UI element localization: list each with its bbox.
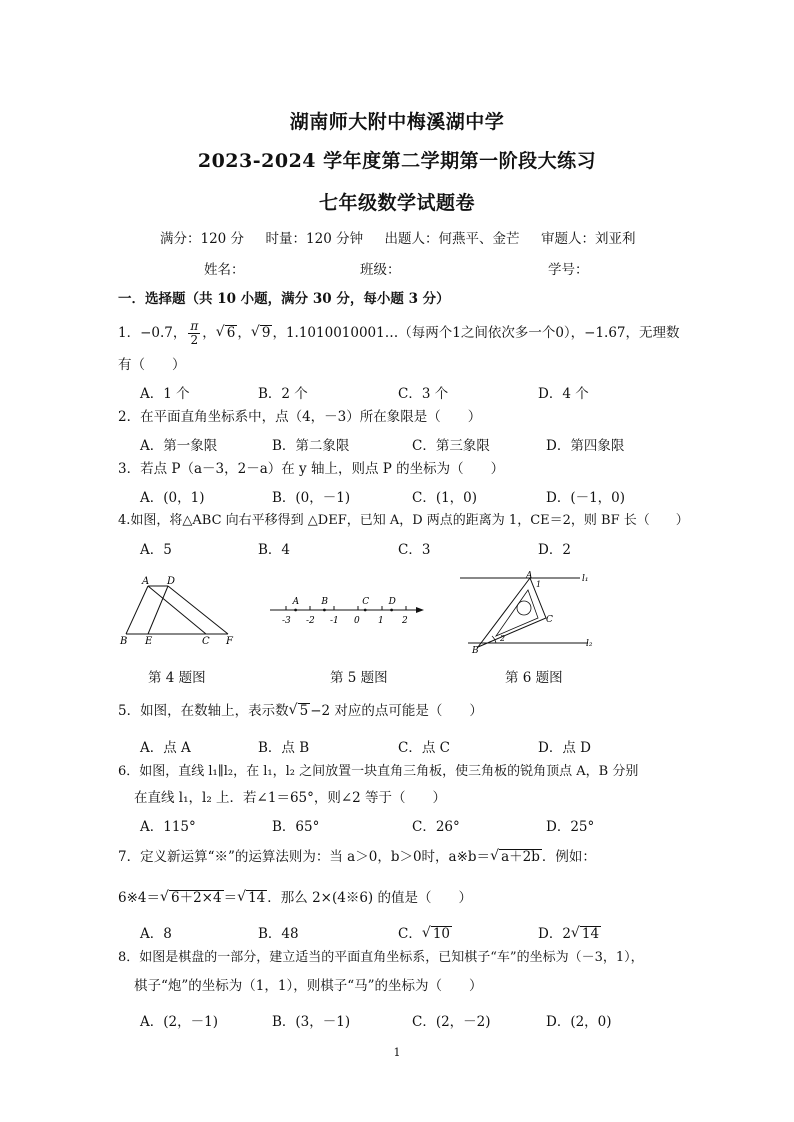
q4-option-b: B．4 <box>258 542 291 558</box>
figure-6-triangle <box>458 570 598 656</box>
fig6-caption: 第 6 题图 <box>505 670 563 686</box>
question-4: 4.如图，将△ABC 向右平移得到 △DEF，已知 A，D 两点的距离为 1，CE＝2，则 BF 长（ ） <box>118 513 689 528</box>
q6-option-d: D．25° <box>546 819 595 835</box>
q8-option-a: A．(2，－1) <box>140 1014 218 1030</box>
fig6-hole <box>517 601 531 615</box>
fig5-point-d <box>390 609 393 612</box>
fig4-label-e: E <box>145 636 153 646</box>
q1-sqrt6-radicand: 6 <box>226 325 236 341</box>
fig5-tick-label: -1 <box>330 616 339 626</box>
page-number: 1 <box>393 1046 401 1059</box>
q1-option-a: A．1 个 <box>140 386 190 402</box>
q1-rest: ，1.1010010001…（每两个1之间依次多一个0），−1.67，无理数 <box>272 325 680 341</box>
fig5-tick-label: 1 <box>378 616 384 626</box>
fig6-angle-1-label: 1 <box>536 580 542 589</box>
fig4-caption: 第 4 题图 <box>148 670 206 686</box>
q1-fraction <box>188 320 200 347</box>
fig6-label-c: C <box>546 615 553 625</box>
q1-sqrt6 <box>216 324 238 342</box>
q8-option-d: D．(2，0) <box>546 1014 612 1030</box>
q7-ex-post: ．那么 2×(4※6) 的值是（ ） <box>267 890 472 906</box>
question-7-line-1 <box>118 848 596 866</box>
fig5-tick-label: -3 <box>282 616 291 626</box>
q1-option-b: B．2 个 <box>258 386 308 402</box>
question-6-line-2: 在直线 l₁，l₂ 上．若∠1＝65°，则∠2 等于（ ） <box>134 790 447 806</box>
fig6-inner-triangle <box>496 590 538 636</box>
q6-option-b: B．65° <box>272 819 320 835</box>
q7-sqrt14 <box>237 889 267 907</box>
fig5-point-label-d: D <box>388 597 396 607</box>
q7-option-c-radicand: 10 <box>432 926 451 942</box>
q3-option-b: B．(0，－1) <box>272 490 351 506</box>
q1-frac-num: π <box>190 319 199 333</box>
fig5-point-c <box>364 609 367 612</box>
fig5-points <box>292 597 396 611</box>
school-title: 湖南师大附中梅溪湖中学 <box>289 111 505 133</box>
question-1-line-2: 有（ ） <box>118 357 186 373</box>
fig5-point-a <box>294 609 297 612</box>
q5-option-b: B．点 B <box>258 740 310 756</box>
q7-option-d-sqrt <box>571 926 601 942</box>
q7-sqrt14-radicand: 14 <box>248 890 266 906</box>
question-8-line-2: 棋子“炮”的坐标为（1，1），则棋子“马”的坐标为（ ） <box>134 978 483 994</box>
fig5-arrow <box>416 607 424 613</box>
q1-sqrt9 <box>251 324 273 342</box>
q5-option-c: C．点 C <box>398 740 450 756</box>
q7-option-b: B．48 <box>258 926 299 942</box>
question-3: 3．若点 P（a－3，2－a）在 y 轴上，则点 P 的坐标为（ ） <box>118 461 505 477</box>
q5-pre: 5．如图，在数轴上，表示数 <box>118 703 289 719</box>
q7-sqrt-example-radicand: 6＋2×4 <box>171 890 222 906</box>
question-2: 2．在平面直角坐标系中，点（4，－3）所在象限是（ ） <box>118 409 482 425</box>
fig5-point-label-c: C <box>362 597 370 607</box>
fig4-edge-ab <box>126 586 148 634</box>
fig6-label-b: B <box>472 646 479 656</box>
q7-option-c <box>398 922 452 942</box>
q1-frac-den: 2 <box>190 333 199 347</box>
q7-sqrt-example <box>160 889 224 907</box>
q3-option-d: D．(－1，0) <box>546 490 626 506</box>
q4-option-a: A．5 <box>140 542 172 558</box>
q7-option-c-label: C． <box>398 926 422 942</box>
q7-option-d-radicand: 14 <box>581 926 600 942</box>
fig5-tick-label: -2 <box>306 616 315 626</box>
q3-option-c: C．(1，0) <box>412 490 478 506</box>
paper-title: 七年级数学试题卷 <box>318 192 475 214</box>
question-8-line-1: 8．如图是棋盘的一部分，建立适当的平面直角坐标系，已知棋子“车”的坐标为（－3，1）， <box>118 950 644 965</box>
fig5-tick-label: 2 <box>402 616 408 626</box>
fig4-label-c: C <box>202 636 210 646</box>
name-label: 姓名： <box>204 262 245 278</box>
fig4-label-b: B <box>120 636 128 646</box>
q2-option-d: D．第四象限 <box>546 438 625 454</box>
figure-5-number-line <box>266 592 428 632</box>
q5-sqrt5 <box>289 702 311 720</box>
figure-4-translation <box>118 576 248 646</box>
q5-sqrt5-radicand: 5 <box>299 703 309 719</box>
q7-pre: 7．定义新运算“※”的运算法则为：当 a＞0，b＞0时，a※b＝ <box>118 849 491 865</box>
q6-option-a: A．115° <box>140 819 196 835</box>
fig4-edge-de <box>148 586 168 634</box>
fig5-caption: 第 5 题图 <box>330 670 388 686</box>
fig5-point-label-b: B <box>321 597 329 607</box>
q1-pre: −0.7， <box>140 325 187 341</box>
q7-option-d-label: D．2 <box>538 926 571 942</box>
q4-option-c: C．3 <box>398 542 431 558</box>
section-heading: 一．选择题（共 10 小题，满分 30 分，每小题 3 分） <box>118 291 450 307</box>
question-5 <box>118 702 483 720</box>
q2-option-b: B．第二象限 <box>272 438 350 454</box>
fig4-label-f: F <box>226 636 233 646</box>
q7-sqrt-def-radicand: a＋2b <box>501 849 540 865</box>
fig5-point-label-a: A <box>292 597 300 607</box>
q1-sqrt9-radicand: 9 <box>261 325 271 341</box>
q1-option-c: C．3 个 <box>398 386 449 402</box>
q7-ex-pre: 6※4＝ <box>118 890 160 906</box>
q5-option-d: D．点 D <box>538 740 591 756</box>
fig5-point-b <box>323 609 326 612</box>
question-1-line-1: 1．−0.7， $\frac{\pi}{2}$ ，√ 6 ，√ 9 ，1.1010010001…（每两个1之间依次多一个0），−1.67，无理数 <box>118 320 680 347</box>
fig4-label-a: A <box>142 576 150 587</box>
fig4-label-d: D <box>167 576 176 587</box>
q2-option-c: C．第三象限 <box>412 438 490 454</box>
q3-option-a: A．(0，1) <box>140 490 205 506</box>
q4-option-d: D．2 <box>538 542 571 558</box>
question-7-line-2 <box>118 889 472 907</box>
q5-post: −2 对应的点可能是（ ） <box>310 703 483 719</box>
q2-option-a: A．第一象限 <box>140 438 218 454</box>
q7-option-c-sqrt <box>422 926 452 942</box>
q7-post1: ．例如： <box>541 849 596 865</box>
q5-option-a: A．点 A <box>140 740 191 756</box>
fig6-label-l2: l₂ <box>586 639 593 649</box>
question-6-line-1: 6．如图，直线 l₁∥l₂，在 l₁，l₂ 之间放置一块直角三角板，使三角板的锐角顶点 A，B 分别 <box>118 764 639 779</box>
fig5-tick-label: 0 <box>354 616 360 626</box>
fig6-angle-2-label: 2 <box>500 634 506 643</box>
fig6-label-l1: l₁ <box>582 574 589 584</box>
q7-option-d <box>538 922 601 942</box>
q1-option-d: D．4 个 <box>538 386 589 402</box>
q6-option-c: C．26° <box>412 819 460 835</box>
term-title: 2023-2024 学年度第二学期第一阶段大练习 <box>197 150 597 172</box>
q1-number: 1． <box>118 325 141 341</box>
exam-meta: 满分：120 分 时量：120 分钟 出题人：何燕平、金芒 审题人：刘亚利 <box>160 231 636 247</box>
fig5-ticks <box>282 606 408 626</box>
fig6-label-a: A <box>526 571 533 581</box>
q8-option-c: C．(2，－2) <box>412 1014 491 1030</box>
q7-sqrt-def <box>490 848 542 866</box>
q7-ex-mid: ＝ <box>223 890 238 906</box>
q8-option-b: B．(3，－1) <box>272 1014 351 1030</box>
class-label: 班级： <box>360 262 401 278</box>
id-label: 学号： <box>548 262 589 278</box>
q7-option-a: A．8 <box>140 926 172 942</box>
